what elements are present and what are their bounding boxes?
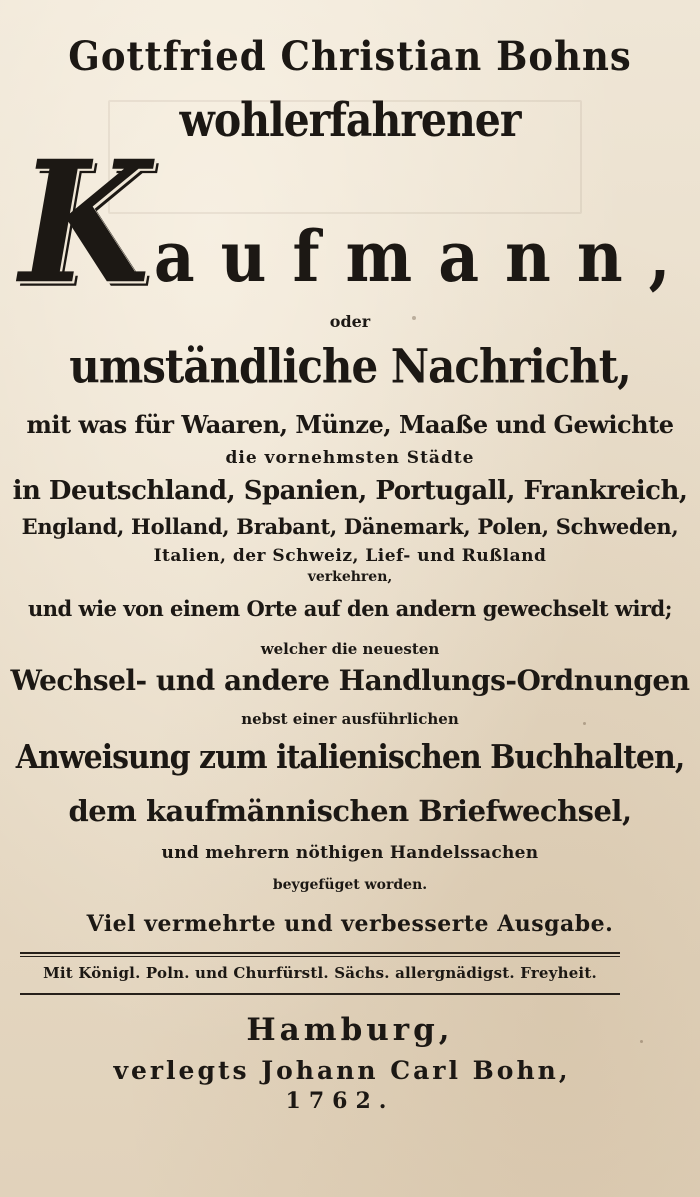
text-line-nebst: nebst einer ausführlichen: [241, 710, 459, 728]
text-line-verkehren: verkehren,: [307, 569, 393, 585]
text-line-countries-2: England, Holland, Brabant, Dänemark, Polen, Schweden,: [21, 514, 679, 539]
paper-speck: [583, 722, 586, 725]
main-title-initial: K: [19, 124, 154, 322]
text-line-und-wie: und wie von einem Orte auf den andern gewechselt wird;: [28, 596, 672, 621]
double-rule-top: [20, 952, 620, 957]
text-line-anweisung: Anweisung zum italienischen Buchhalten,: [15, 738, 685, 777]
edition-statement: Viel vermehrte und verbesserte Ausgabe.: [86, 911, 614, 937]
paper-speck: [640, 1040, 643, 1043]
paper-speck: [412, 316, 416, 320]
text-line-briefwechsel: dem kaufmännischen Briefwechsel,: [68, 794, 632, 828]
main-title-rest: aufmann,: [153, 215, 697, 299]
text-line-vornehmsten: die vornehmsten Städte: [225, 448, 475, 468]
text-line-mit-was: mit was für Waaren, Münze, Maaße und Gewichte: [26, 410, 674, 439]
privilege-statement: Mit Königl. Poln. und Churfürstl. Sächs. allergnädigst. Freyheit.: [43, 964, 597, 982]
text-line-welcher: welcher die neuesten: [260, 640, 440, 658]
text-line-countries-3: Italien, der Schweiz, Lief- und Rußland: [153, 546, 547, 566]
text-line-wechsel: Wechsel- und andere Handlungs-Ordnungen: [10, 664, 690, 697]
rule-bottom: [20, 993, 620, 995]
text-line-handelssachen: und mehrern nöthigen Handelssachen: [161, 843, 539, 863]
imprint-publisher: verlegts Johann Carl Bohn,: [113, 1056, 571, 1085]
subtitle-nachricht: umständliche Nachricht,: [69, 339, 631, 394]
subtitle-wohlerfahrener: wohlerfahrener: [179, 92, 521, 148]
imprint-year: 1762.: [285, 1088, 395, 1114]
text-line-countries-1: in Deutschland, Spanien, Portugall, Frankreich,: [12, 476, 688, 506]
oder-line: oder: [329, 312, 371, 331]
imprint-place: Hamburg,: [246, 1012, 454, 1048]
text-line-beygefuget: beygefüget worden.: [272, 877, 428, 893]
author-line: Gottfried Christian Bohns: [68, 32, 632, 80]
